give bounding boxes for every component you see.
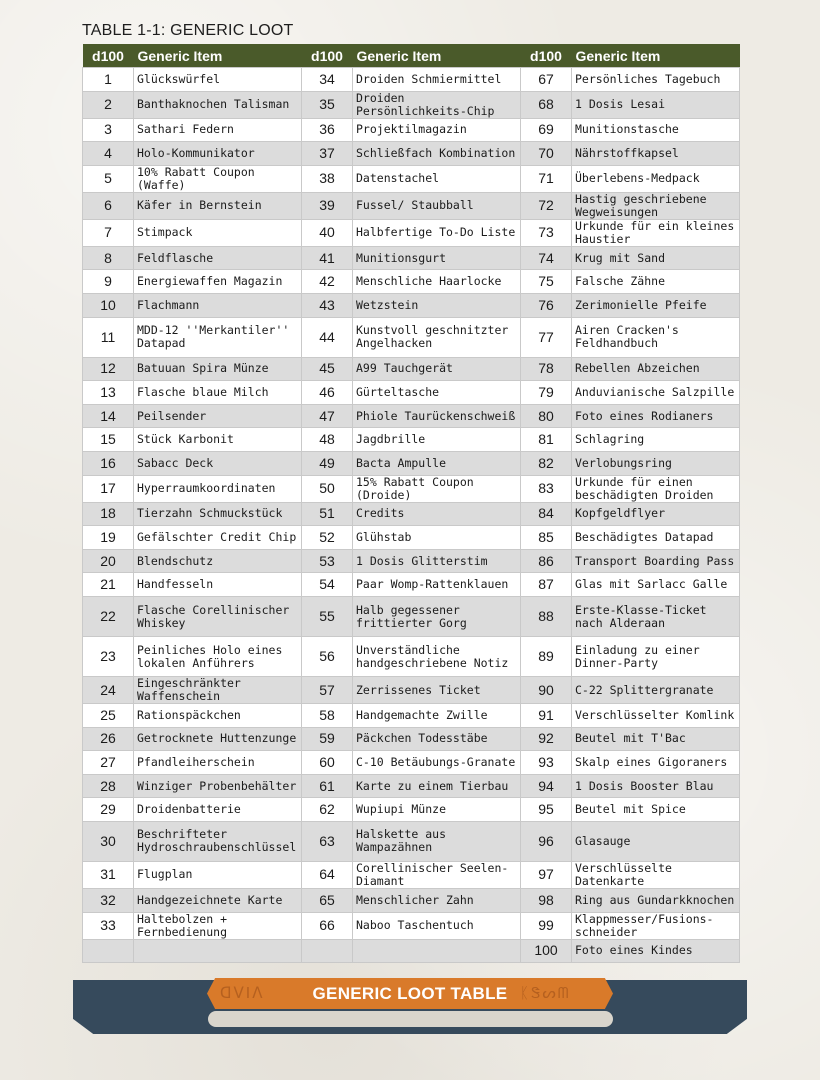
roll-number: 33 [83,912,134,939]
roll-number: 1 [83,68,134,92]
roll-number: 75 [521,270,572,294]
loot-item: Persönliches Tagebuch [572,68,740,92]
loot-item: Holo-Kommunikator [134,142,302,166]
loot-item: Droiden Schmiermittel [353,68,521,92]
roll-number: 23 [83,637,134,677]
table-row [83,774,740,798]
loot-item: Tierzahn Schmuckstück [134,502,302,526]
roll-number: 64 [302,861,353,888]
roll-number: 81 [521,428,572,452]
roll-number: 26 [83,727,134,751]
loot-item: Getrocknete Huttenzunge [134,727,302,751]
loot-item: Peinliches Holo eines lokalen Anführers [134,637,302,677]
loot-item: Paar Womp-Rattenklauen [353,573,521,597]
footer-label: GENERIC LOOT TABLE [312,984,508,1003]
roll-number: 35 [302,91,353,118]
roll-number: 21 [83,573,134,597]
roll-number: 20 [83,549,134,573]
table-row [83,637,740,677]
loot-item: 15% Rabatt Coupon (Droide) [353,475,521,502]
loot-item: Glasauge [572,821,740,861]
roll-number: 45 [302,357,353,381]
loot-item: Flasche Corellinischer Whiskey [134,597,302,637]
roll-number: 17 [83,475,134,502]
roll-number: 100 [521,939,572,963]
roll-number: 77 [521,317,572,357]
roll-number: 88 [521,597,572,637]
loot-item: Bacta Ampulle [353,452,521,476]
roll-number: 95 [521,798,572,822]
loot-item: Jagdbrille [353,428,521,452]
roll-number: 22 [83,597,134,637]
roll-number: 7 [83,219,134,246]
roll-number: 87 [521,573,572,597]
loot-item: Schlagring [572,428,740,452]
loot-item: Rationspäckchen [134,704,302,728]
roll-number: 82 [521,452,572,476]
roll-number: 29 [83,798,134,822]
roll-number: 99 [521,912,572,939]
roll-number: 68 [521,91,572,118]
loot-item: Batuuan Spira Münze [134,357,302,381]
roll-number: 4 [83,142,134,166]
footer-aurebesh-left: ᗡᐯIᐱ [220,984,265,1002]
roll-number: 89 [521,637,572,677]
roll-number: 46 [302,381,353,405]
roll-number: 2 [83,91,134,118]
roll-number: 3 [83,118,134,142]
table-row [83,704,740,728]
loot-item: Beschädigtes Datapad [572,526,740,550]
loot-item: Skalp eines Gigoraners [572,751,740,775]
loot-item: Feldflasche [134,246,302,270]
table-row [83,165,740,192]
loot-item: Credits [353,502,521,526]
roll-number: 44 [302,317,353,357]
loot-item: Halb gegessener frittierter Gorg [353,597,521,637]
roll-number: 39 [302,192,353,219]
roll-number: 78 [521,357,572,381]
roll-number: 73 [521,219,572,246]
table-row [83,452,740,476]
loot-item: 10% Rabatt Coupon (Waffe) [134,165,302,192]
header-generic-item: Generic Item [572,44,740,68]
table-row [83,727,740,751]
roll-number: 8 [83,246,134,270]
loot-item: Peilsender [134,404,302,428]
roll-number: 79 [521,381,572,405]
table-row [83,246,740,270]
roll-number: 52 [302,526,353,550]
roll-number: 54 [302,573,353,597]
loot-item: Eingeschränkter Waffenschein [134,677,302,704]
roll-number: 16 [83,452,134,476]
roll-number: 70 [521,142,572,166]
table-row [83,502,740,526]
roll-number: 10 [83,294,134,318]
roll-number: 91 [521,704,572,728]
roll-number: 6 [83,192,134,219]
table-title: TABLE 1-1: GENERIC LOOT [82,22,294,39]
roll-number: 14 [83,404,134,428]
roll-number: 86 [521,549,572,573]
loot-item: Erste-Klasse-Ticket nach Alderaan [572,597,740,637]
header-generic-item: Generic Item [353,44,521,68]
roll-number: 34 [302,68,353,92]
loot-item: Einladung zu einer Dinner-Party [572,637,740,677]
loot-item: Überlebens-Medpack [572,165,740,192]
roll-number: 65 [302,888,353,912]
roll-number [83,939,134,963]
footer-aurebesh-right: ᛕᏕᔕᗰ [520,984,571,1002]
loot-item: Munitionsgurt [353,246,521,270]
roll-number: 9 [83,270,134,294]
loot-item: Gürteltasche [353,381,521,405]
loot-item: Datenstachel [353,165,521,192]
loot-item: Foto eines Kindes [572,939,740,963]
roll-number: 38 [302,165,353,192]
loot-item: Stimpack [134,219,302,246]
loot-item: Gefälschter Credit Chip [134,526,302,550]
table-row [83,428,740,452]
loot-item: Sabacc Deck [134,452,302,476]
roll-number: 61 [302,774,353,798]
roll-number: 32 [83,888,134,912]
roll-number: 72 [521,192,572,219]
loot-item: Nährstoffkapsel [572,142,740,166]
table-row [83,475,740,502]
roll-number: 53 [302,549,353,573]
loot-item: Droidenbatterie [134,798,302,822]
roll-number: 47 [302,404,353,428]
loot-item: Unverständliche handgeschriebene Notiz [353,637,521,677]
roll-number: 93 [521,751,572,775]
table-row [83,68,740,92]
table-header-row [83,44,740,68]
roll-number: 98 [521,888,572,912]
loot-item: Blendschutz [134,549,302,573]
loot-item: Stück Karbonit [134,428,302,452]
table-row [83,597,740,637]
table-row [83,294,740,318]
loot-item: Verlobungsring [572,452,740,476]
roll-number: 66 [302,912,353,939]
loot-item: Flugplan [134,861,302,888]
loot-item: Sathari Federn [134,118,302,142]
loot-item: Karte zu einem Tierbau [353,774,521,798]
loot-item: Käfer in Bernstein [134,192,302,219]
roll-number: 19 [83,526,134,550]
table-row [83,357,740,381]
table-row [83,573,740,597]
loot-item: Handgemachte Zwille [353,704,521,728]
loot-item: Beutel mit T'Bac [572,727,740,751]
loot-item: Verschlüsselte Datenkarte [572,861,740,888]
roll-number: 12 [83,357,134,381]
loot-item: Flachmann [134,294,302,318]
roll-number: 94 [521,774,572,798]
loot-item: Halbfertige To-Do Liste [353,219,521,246]
table-row [83,404,740,428]
loot-item: Hastig geschriebene Wegweisungen [572,192,740,219]
table-body [83,68,740,963]
table-row [83,861,740,888]
loot-item: Glas mit Sarlacc Galle [572,573,740,597]
loot-item: Wupiupi Münze [353,798,521,822]
roll-number: 5 [83,165,134,192]
roll-number: 71 [521,165,572,192]
roll-number: 36 [302,118,353,142]
header-d100: d100 [83,44,134,68]
loot-item: Ring aus Gundarkknochen [572,888,740,912]
header-d100: d100 [521,44,572,68]
loot-item: Rebellen Abzeichen [572,357,740,381]
loot-item: Zerimonielle Pfeife [572,294,740,318]
roll-number: 57 [302,677,353,704]
loot-item: Beutel mit Spice [572,798,740,822]
loot-item: Transport Boarding Pass [572,549,740,573]
table-row [83,219,740,246]
loot-item: Schließfach Kombination [353,142,521,166]
roll-number: 25 [83,704,134,728]
roll-number: 50 [302,475,353,502]
loot-item: Handgezeichnete Karte [134,888,302,912]
roll-number: 28 [83,774,134,798]
roll-number: 85 [521,526,572,550]
loot-item [353,939,521,963]
table-row [83,549,740,573]
loot-table [82,44,740,963]
table-row [83,91,740,118]
loot-item: Urkunde für ein kleines Haustier [572,219,740,246]
loot-item: Zerrissenes Ticket [353,677,521,704]
loot-item: C-10 Betäubungs-Granate [353,751,521,775]
roll-number: 51 [302,502,353,526]
loot-item: Munitionstasche [572,118,740,142]
loot-item: Pfandleiherschein [134,751,302,775]
loot-item: Flasche blaue Milch [134,381,302,405]
roll-number: 76 [521,294,572,318]
loot-item: 1 Dosis Lesai [572,91,740,118]
roll-number: 18 [83,502,134,526]
table-row [83,526,740,550]
table-row [83,270,740,294]
loot-item: Urkunde für einen beschädigten Droiden [572,475,740,502]
header-d100: d100 [302,44,353,68]
roll-number: 27 [83,751,134,775]
roll-number: 13 [83,381,134,405]
loot-item: Hyperraumkoordinaten [134,475,302,502]
loot-item: Foto eines Rodianers [572,404,740,428]
loot-item: Anduvianische Salzpille [572,381,740,405]
loot-item: Phiole Taurückenschweiß [353,404,521,428]
loot-item: Projektilmagazin [353,118,521,142]
loot-item: Glühstab [353,526,521,550]
loot-item: Energiewaffen Magazin [134,270,302,294]
roll-number: 40 [302,219,353,246]
roll-number: 24 [83,677,134,704]
roll-number: 62 [302,798,353,822]
loot-item: Verschlüsselter Komlink [572,704,740,728]
table-row [83,192,740,219]
roll-number: 60 [302,751,353,775]
table-row [83,142,740,166]
table-row [83,939,740,963]
loot-item: Kunstvoll geschnitzter Angelhacken [353,317,521,357]
roll-number: 96 [521,821,572,861]
roll-number: 41 [302,246,353,270]
roll-number: 63 [302,821,353,861]
loot-item: Päckchen Todesstäbe [353,727,521,751]
roll-number: 15 [83,428,134,452]
table-row [83,381,740,405]
loot-item: Klappmesser/Fusions-schneider [572,912,740,939]
roll-number: 67 [521,68,572,92]
loot-item: Corellinischer Seelen-Diamant [353,861,521,888]
loot-item: Banthaknochen Talisman [134,91,302,118]
loot-item [134,939,302,963]
roll-number: 37 [302,142,353,166]
roll-number: 92 [521,727,572,751]
loot-item: C-22 Splittergranate [572,677,740,704]
roll-number [302,939,353,963]
loot-item: Haltebolzen + Fernbedienung [134,912,302,939]
loot-item: Handfesseln [134,573,302,597]
loot-item: Wetzstein [353,294,521,318]
roll-number: 31 [83,861,134,888]
loot-item: Droiden Persönlichkeits-Chip [353,91,521,118]
roll-number: 84 [521,502,572,526]
roll-number: 80 [521,404,572,428]
roll-number: 97 [521,861,572,888]
roll-number: 58 [302,704,353,728]
loot-item: Beschrifteter Hydroschraubenschlüssel [134,821,302,861]
footer-strip [208,1011,613,1027]
table-row [83,751,740,775]
roll-number: 83 [521,475,572,502]
loot-item: Krug mit Sand [572,246,740,270]
table-row [83,677,740,704]
loot-item: Falsche Zähne [572,270,740,294]
roll-number: 59 [302,727,353,751]
roll-number: 48 [302,428,353,452]
header-generic-item: Generic Item [134,44,302,68]
loot-item: Fussel/ Staubball [353,192,521,219]
roll-number: 30 [83,821,134,861]
roll-number: 43 [302,294,353,318]
loot-item: 1 Dosis Glitterstim [353,549,521,573]
table-row [83,888,740,912]
loot-item: Kopfgeldflyer [572,502,740,526]
loot-item: 1 Dosis Booster Blau [572,774,740,798]
loot-item: Winziger Probenbehälter [134,774,302,798]
loot-item: Halskette aus Wampazähnen [353,821,521,861]
loot-item: Menschlicher Zahn [353,888,521,912]
roll-number: 11 [83,317,134,357]
roll-number: 74 [521,246,572,270]
roll-number: 56 [302,637,353,677]
roll-number: 55 [302,597,353,637]
loot-item: A99 Tauchgerät [353,357,521,381]
roll-number: 90 [521,677,572,704]
table-row [83,118,740,142]
table-row [83,821,740,861]
loot-item: Naboo Taschentuch [353,912,521,939]
loot-item: Glückswürfel [134,68,302,92]
table-row [83,798,740,822]
table-row [83,912,740,939]
roll-number: 49 [302,452,353,476]
roll-number: 69 [521,118,572,142]
roll-number: 42 [302,270,353,294]
loot-item: Airen Cracken's Feldhandbuch [572,317,740,357]
loot-item: MDD-12 ''Merkantiler'' Datapad [134,317,302,357]
loot-item: Menschliche Haarlocke [353,270,521,294]
table-row [83,317,740,357]
